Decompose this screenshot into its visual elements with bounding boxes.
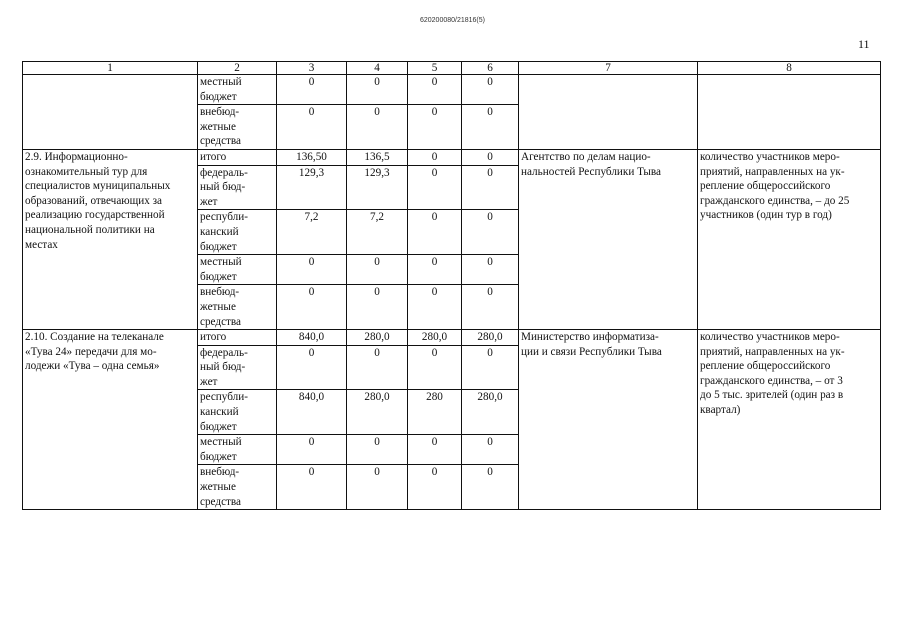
amount-year-2: 0 [408, 149, 462, 165]
executor: Агентство по делам нацио- нальностей Республики Тыва [519, 149, 698, 329]
indicator: количество участников меро- приятий, направленных на ук- репление общероссийского гражданского единства, – от 3 до 5 тыс. зрителей (один раз в квартал) [698, 330, 881, 510]
amount-year-3: 280,0 [462, 390, 519, 435]
funding-source: внебюд- жетные средства [198, 465, 277, 510]
amount-year-2: 0 [408, 345, 462, 390]
amount-year-3: 0 [462, 210, 519, 255]
amount-total: 0 [277, 75, 347, 105]
amount-year-1: 280,0 [347, 390, 408, 435]
column-header-row [23, 62, 881, 75]
amount-year-2: 0 [408, 165, 462, 210]
column-header: 6 [462, 62, 519, 75]
table-row [23, 75, 881, 105]
amount-total: 840,0 [277, 390, 347, 435]
amount-year-1: 129,3 [347, 165, 408, 210]
funding-source: итого [198, 330, 277, 346]
indicator: количество участников меро- приятий, направленных на ук- репление общероссийского гражданского единства, – до 25 участников (один тур в год) [698, 149, 881, 329]
amount-year-1: 280,0 [347, 330, 408, 346]
executor-continued [519, 75, 698, 150]
funding-source: республи- канский бюджет [198, 390, 277, 435]
amount-total: 840,0 [277, 330, 347, 346]
measure-name-continued [23, 75, 198, 150]
amount-year-3: 0 [462, 105, 519, 150]
amount-year-1: 0 [347, 105, 408, 150]
column-header: 7 [519, 62, 698, 75]
amount-year-1: 0 [347, 285, 408, 330]
amount-total: 0 [277, 465, 347, 510]
measure-name: 2.9. Информационно- ознакомительный тур для специалистов муниципальных образований, отвечающих за реализацию государственной национальной политики на местах [23, 149, 198, 329]
column-header: 3 [277, 62, 347, 75]
amount-year-3: 280,0 [462, 330, 519, 346]
amount-total: 129,3 [277, 165, 347, 210]
amount-year-3: 0 [462, 285, 519, 330]
amount-year-1: 0 [347, 345, 408, 390]
page-number: 11 [858, 37, 870, 51]
amount-total: 0 [277, 345, 347, 390]
amount-year-1: 136,5 [347, 149, 408, 165]
amount-year-1: 0 [347, 255, 408, 285]
executor: Министерство информатиза- ции и связи Республики Тыва [519, 330, 698, 510]
column-header: 1 [23, 62, 198, 75]
column-header: 4 [347, 62, 408, 75]
funding-source: федераль- ный бюд- жет [198, 165, 277, 210]
amount-year-1: 0 [347, 465, 408, 510]
amount-year-1: 0 [347, 435, 408, 465]
funding-source: итого [198, 149, 277, 165]
amount-year-3: 0 [462, 345, 519, 390]
amount-year-3: 0 [462, 465, 519, 510]
amount-total: 136,50 [277, 149, 347, 165]
amount-year-3: 0 [462, 255, 519, 285]
amount-year-3: 0 [462, 165, 519, 210]
amount-year-2: 0 [408, 75, 462, 105]
amount-year-2: 0 [408, 105, 462, 150]
amount-year-2: 0 [408, 255, 462, 285]
amount-year-2: 0 [408, 465, 462, 510]
amount-total: 0 [277, 255, 347, 285]
column-header: 8 [698, 62, 881, 75]
column-header: 2 [198, 62, 277, 75]
amount-year-2: 280,0 [408, 330, 462, 346]
table-row [23, 149, 881, 165]
amount-year-3: 0 [462, 149, 519, 165]
measure-name: 2.10. Создание на телеканале «Тува 24» передачи для мо- лодежи «Тува – одна семья» [23, 330, 198, 510]
amount-year-2: 0 [408, 435, 462, 465]
amount-total: 7,2 [277, 210, 347, 255]
column-header: 5 [408, 62, 462, 75]
document-code: 620200080/21816(5) [419, 17, 485, 24]
amount-total: 0 [277, 105, 347, 150]
funding-source: внебюд- жетные средства [198, 105, 277, 150]
amount-year-2: 0 [408, 285, 462, 330]
funding-source: федераль- ный бюд- жет [198, 345, 277, 390]
funding-source: республи- канский бюджет [198, 210, 277, 255]
funding-source: местный бюджет [198, 435, 277, 465]
amount-year-1: 0 [347, 75, 408, 105]
funding-source: местный бюджет [198, 75, 277, 105]
amount-total: 0 [277, 435, 347, 465]
funding-source: местный бюджет [198, 255, 277, 285]
indicator-continued [698, 75, 881, 150]
funding-source: внебюд- жетные средства [198, 285, 277, 330]
amount-total: 0 [277, 285, 347, 330]
table-row [23, 330, 881, 346]
amount-year-1: 7,2 [347, 210, 408, 255]
amount-year-3: 0 [462, 75, 519, 105]
program-table [22, 61, 881, 510]
amount-year-3: 0 [462, 435, 519, 465]
amount-year-2: 280 [408, 390, 462, 435]
amount-year-2: 0 [408, 210, 462, 255]
